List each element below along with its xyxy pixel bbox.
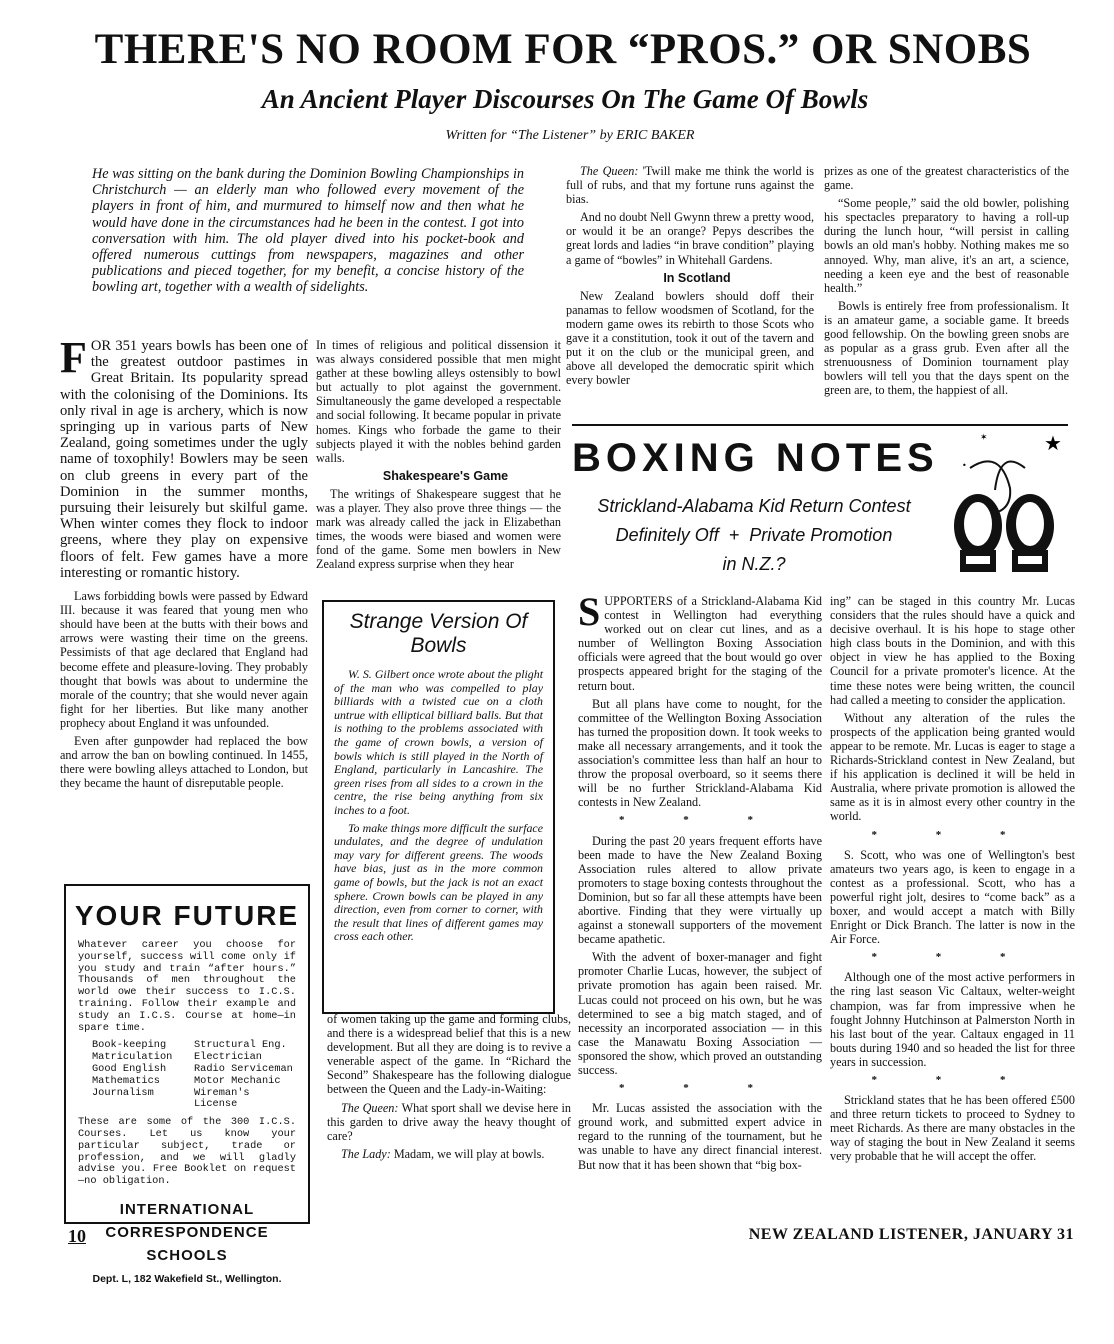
paragraph: The writings of Shakespeare suggest that he was a player. They also prove three things — the mark was already called the jack in Elizabethan times, the woods were biased and women were fond of the game. Some men bowlers in New Zealand express surprise when they hear [316,486,561,572]
subtitle-line: Definitely Off + Private Promotion [615,525,893,545]
course-item: Book-keeping [92,1039,167,1052]
boxing-column-left [578,589,822,1176]
paragraph: of women taking up the game and forming clubs, and there is a widespread belief that this is a new development. But all they are doing is to revive a venerable aspect of the game. In “Richard the Second” Shakespeare has the following dialogue between the Queen and the Lady-in-Waiting: [327,1012,571,1097]
school-name [66,1198,308,1267]
paragraph: Even after gunpowder had replaced the bow and arrow the ban on bowling continued. In 1455, there were bowling alleys attached to London, but they became the haunt of disreputable people. [60,733,308,791]
ad-text: Whatever career you choose for yourself, success will come only if you study and train “after hours.” Thousands of men throughout the world owe their success to I.C.S. training. Follow their example and study an I.C.S. Course at home—in spare time. [78,939,296,1034]
paragraph: “Some people,” said the old bowler, polishing his spectacles preparatory to having a roll-up during the lunch hour, “will persist in calling bowls an old man's hobby. Nothing makes me so annoyed. Why, man alive, it's an art, a science, needing a keen eye and the best of reasonable health.” [824,196,1069,295]
column-4 [824,164,1069,402]
paragraph: New Zealand bowlers should doff their panamas to fellow woodsmen of Scotland, for the modern game owes its rebirth to those Scots who gave it a constitution, took it out of the tavern and put it on the club or the municipal green, and above all developed the democratic spirit which every bowler [566,288,814,388]
paragraph: Laws forbidding bowls were passed by Edward III. because it was feared that young men who should have been at the butts with their bows and arrows were wasting their time on the greens. Pessimists of that age declared that England had become effete and pleasure-loving. They probably thought that bowls was about to undermine the morale of the country; that she would never again fight for her liberties. But like many another prophecy about England it was unfounded. [60,589,308,730]
boxing-notes-subtitle [574,492,934,579]
course-item: Mathematics [92,1074,160,1087]
dialogue-text: What sport shall we devise here in this garden to drive away the heavy thought of care? [327,1100,571,1143]
boxing-lead [578,589,822,693]
course-item: Radio Serviceman [194,1062,293,1075]
box-paragraph: W. S. Gilbert once wrote about the plight of the man who was compelled to play billiards with a twisted cue on a cloth untrue with elliptical billiard balls. But that is nothing to the problems associated with the game of crown bowls, a version of bowls which is still played in the North of England, particularly in Lancashire. The green rises from all sides to a crown in the centre, the rise being anything from six inches to a foot. [334,667,543,817]
svg-text:★: ★ [1044,431,1062,455]
school-address: Dept. L, 182 Wakefield St., Wellington. [92,1272,282,1285]
section-heading: In Scotland [663,270,731,285]
intro-paragraph: He was sitting on the bank during the Dominion Bowling Championships in Christchurch — an elderly man who followed every movement of the players in front of him, and murmured to himself now and then what he would have done in the circumstances had he been in the contest. I got into conversation with him. The old player dived into his pocket-book and offered numerous cuttings from newspapers, magazines and other publications and pieced together, for my benefit, a concise history of the bowling art, together with a wealth of sidelights. [92,166,524,296]
course-item: Matriculation [92,1051,173,1064]
boxing-gloves-illustration [940,428,1075,583]
speaker: The Lady: [341,1146,391,1161]
section-separator: * * * [619,1082,781,1095]
paragraph: In times of religious and political dissension it was always considered possible that men might gather at these bowling alleys ostensibly to bowl but actually to plot against the government. Simultaneously the game developed a respectable and social following. It became popular in private homes. Kings who forbade the game to their subjects played it with the nobles behind garden walls. [316,338,561,465]
svg-text:•: • [962,461,967,470]
dialogue-text: 'Twill make me think the world is full of rubs, and that my fortune runs against the bias. [566,164,814,207]
column-2-top [316,338,561,576]
column-1 [60,333,308,794]
section-separator: * * * [871,1074,1034,1086]
drop-cap: S [578,589,601,634]
paragraph: Without any alteration of the rules the prospects of the application being granted would appear to be remote. Mr. Lucas is eager to stage a Richards-Strickland contest in New Zealand, but if his application is declined it will be held in Australia, where private promotion is allowed the same as it is in almost every other country in the world. [830,710,1075,824]
dialogue-line [327,1101,571,1143]
paragraph: And no doubt Nell Gwynn threw a pretty wood, or would it be an orange? Pepys describes the great lords and ladies “in brave condition” playing a game of “bowles” in Whitehall Gardens. [566,210,814,267]
course-item: Electrician [194,1051,262,1064]
paragraph: Although one of the most active performers in the ring last season Vic Caltaux, welter-weight champion, was far from impressive when he fought Johnny Hutchinson at Palmerston North in his last bout of the year. Caltaux engaged in 11 bouts during 1940 and so headed the list for three years in succession. [830,970,1075,1069]
speaker: The Queen: [341,1100,399,1115]
course-item: Wireman's License [194,1086,250,1111]
drop-cap: F [60,333,87,382]
paragraph: Mr. Lucas assisted the association with the ground work, and submitted expert advice in regard to the running of the tournament, but he was unable to have any direct financial interest. But now that it has been shown that “big box- [578,1101,822,1172]
subtitle-line: in N.Z.? [722,554,786,574]
lead-text: UPPORTERS of a Strickland-Alabama Kid contest in Wellington had everything worked out on clear cut lines, and as a number of Wellington Boxing Association officials were agreed that the bout would go over prospects appeared bright for the staging of the return bout. [578,594,822,693]
lead-paragraph [60,333,308,581]
column-3 [566,164,814,391]
svg-text:✶: ✶ [980,433,988,443]
article-subtitle: An Ancient Player Discourses On The Game Of Bowls [261,84,869,114]
course-item: Structural Eng. [194,1039,287,1052]
boxing-column-right [830,594,1075,1168]
publication-footer: NEW ZEALAND LISTENER, JANUARY 31 [748,1226,1074,1243]
course-item: Good English [92,1062,167,1075]
section-separator: * * * [871,828,1034,841]
dialogue-line [566,164,814,206]
article-title: THERE'S NO ROOM FOR “PROS.” OR SNOBS [94,26,1032,73]
paragraph: prizes as one of the greatest characteristics of the game. [824,164,1069,193]
ad-title: YOUR FUTURE [74,900,300,931]
column-2-bottom [327,1012,571,1165]
boxing-notes-title: BOXING NOTES [572,436,939,480]
section-heading: Shakespeare's Game [382,468,509,483]
page-number: 10 [68,1226,86,1246]
subtitle-line: Strickland-Alabama Kid Return Contest [597,496,911,516]
section-divider [572,424,1068,426]
dialogue-text: Madam, we will play at bowls. [393,1146,545,1161]
course-list [66,1034,308,1117]
school-name-line1: INTERNATIONAL [119,1200,255,1218]
school-name-line2: CORRESPONDENCE SCHOOLS [105,1223,269,1264]
ad-text-2: These are some of the 300 I.C.S. Courses. Let us know your particular subject, trade or profession, and we will gladly advise you. Free Booklet on request—no obligation. [78,1116,296,1188]
paragraph: During the past 20 years frequent efforts have been made to have the New Zealand Boxing Association rules altered to allow private promoters to stage boxing contests throughout the Dominion, but so far all these attempts have been abortive. Finding that they were virtually up against a stonewall supporters of the movement became apathetic. [578,833,822,947]
paragraph: Strickland states that he has been offered £500 and three return tickets to proceed to Sydney to meet Richards. As there are many obstacles in the way of staging the bout in New Zealand it seems very probable that he will accept the offer. [830,1093,1075,1164]
section-separator: * * * [871,951,1034,964]
paragraph: S. Scott, who was one of Wellington's best amateurs two years ago, is keen to engage in a contest as a professional. Scott, who has a powerful right jolt, desires to “come back” as a boxer, and would accept a match with Billy Enright or Dick Branch. The latter is now in the Air Force. [830,847,1075,947]
box-title: Strange Version Of Bowls [349,610,528,657]
section-separator: * * * [619,814,781,827]
paragraph: Bowls is entirely free from professionalism. It is an amateur game, a sociable game. It breeds good fellowship. On the bowling green snobs are as popular as a grass grub. Even after all the strenuousness of Dominion tournament play bowlers will tell you that the days spent on the green are, to them, the happiest of all. [824,298,1069,398]
byline: Written for “The Listener” by ERIC BAKER [445,128,695,143]
box-paragraph: To make things more difficult the surface undulates, and the degree of undulation may vary for different greens. The woods have bias, just as in the more common game of bowls, but the jack is not an exact sphere. Crown bowls can be played in any direction, even from corner to corner, with the result that lines of different games may cross each other. [334,820,543,944]
course-item: Journalism [92,1086,154,1099]
paragraph: But all plans have come to nought, for the committee of the Wellington Boxing Association has turned the proposition down. It took weeks to make all necessary arrangements, and it took the association's committee less than half an hour to throw the proposal overboard, so it seems there will be no further Strickland-Alabama Kid contests in New Zealand. [578,696,822,810]
paragraph: ing” can be staged in this country Mr. Lucas considers that the rules should have a quick and decisive overhaul. It is his hope to stage other high class bouts in the Dominion, and with this object in view he has applied to the Boxing Council for a private promoter's licence. At the time these notes were being written, the council had called a meeting to consider the application. [830,594,1075,707]
speaker: The Queen: [580,164,639,178]
lead-text: OR 351 years bowls has been one of the greatest outdoor pastimes in Great Britain. Its popularity spread with the colonising of the Dominions. Its only rival in age is archery, which is now springing up in various parts of New Zealand, going sometimes under the ugly name of toxophily! Bowlers may be seen on club greens in every part of the Dominion in the summer months, pursuing their leisurely but skilful game. When winter comes they flock to indoor greens, where they play on expensive floors of felt. Few games have a more interesting or romantic history. [60,338,308,581]
course-item: Motor Mechanic [194,1074,281,1087]
paragraph: With the advent of boxer-manager and fight promoter Charlie Lucas, however, the subject of private promotion has again been raised. Mr. Lucas could not proceed on his own, but he was determined to see a big match staged, and of necessity an incorporated association — in this case the Manawatu Boxing Association — sponsored the show, which proved an outstanding success. [578,950,822,1077]
dialogue-line [327,1147,571,1161]
strange-version-box [322,600,555,1014]
